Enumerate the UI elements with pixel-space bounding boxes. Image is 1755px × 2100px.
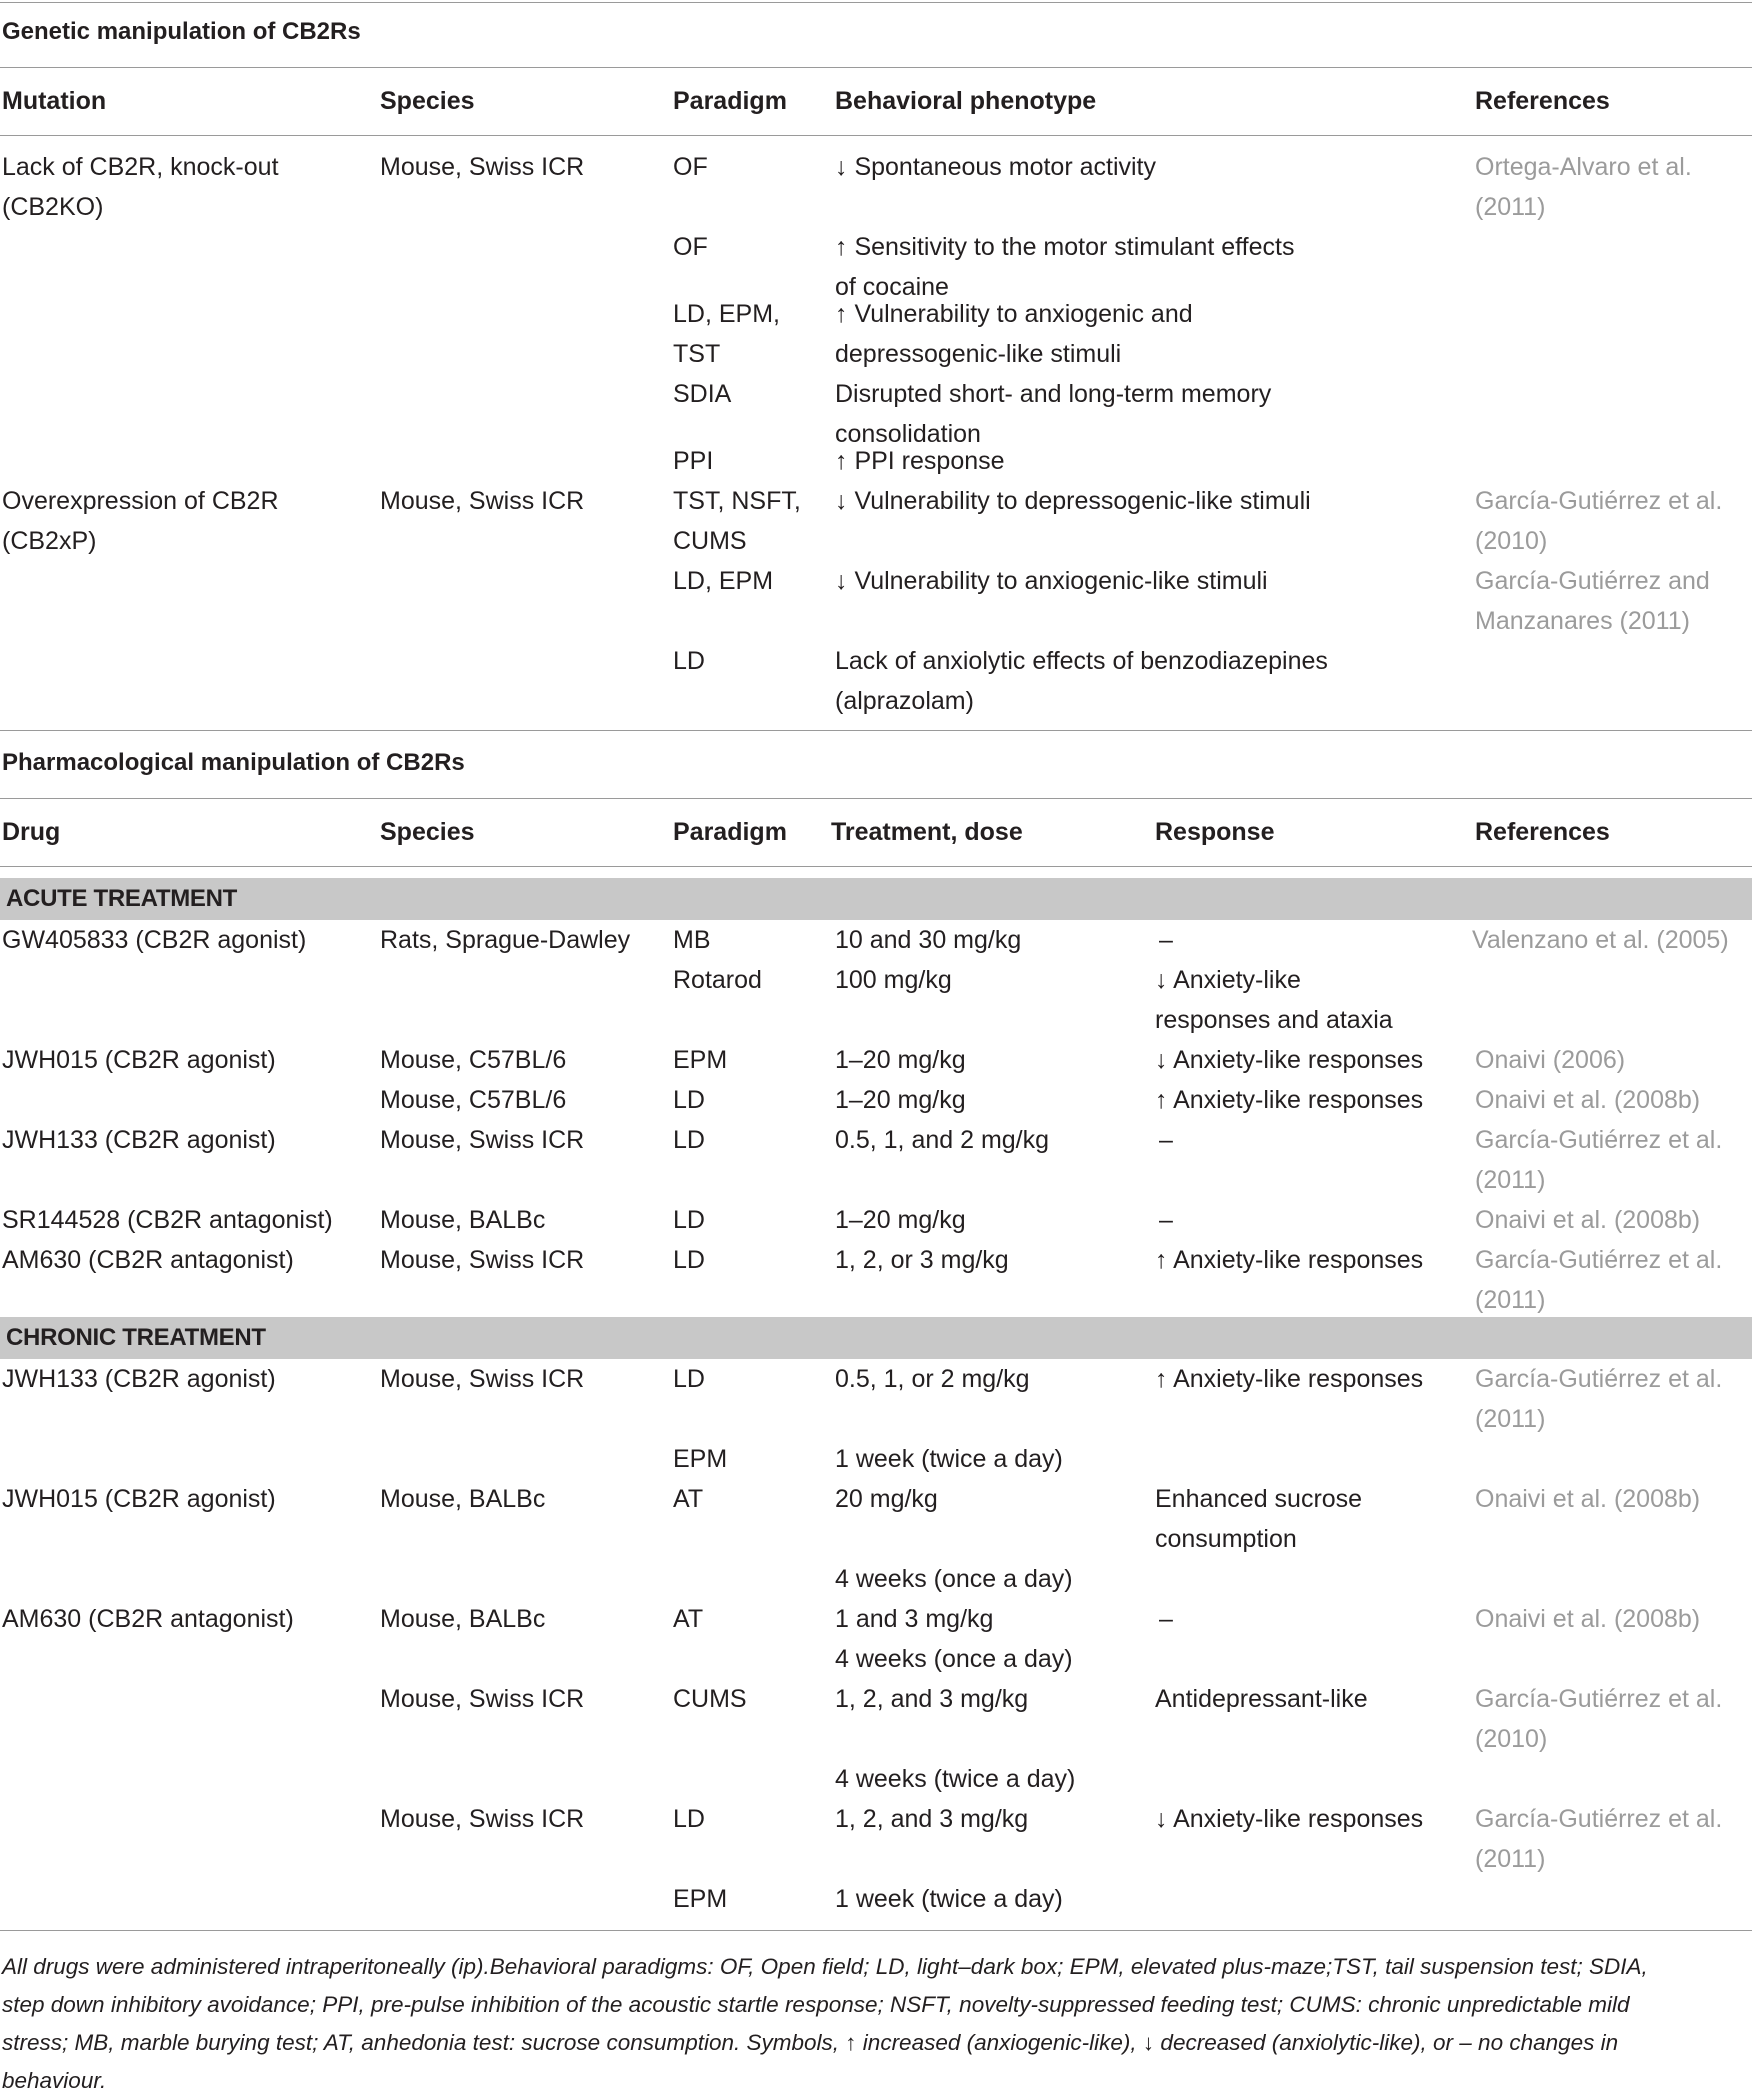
phenotype-cell: Lack of anxiolytic effects of benzodiazepines: [835, 647, 1328, 675]
drug-cell: JWH015 (CB2R agonist): [2, 1046, 276, 1074]
table-bottom-rule: [0, 1930, 1752, 1931]
reference-cell: Onaivi et al. (2008b): [1475, 1206, 1701, 1234]
species-cell: Mouse, Swiss ICR: [380, 1805, 585, 1833]
species-cell: Mouse, Swiss ICR: [380, 1365, 585, 1393]
pharma-header-species: Species: [380, 818, 475, 846]
paradigm-cell: SDIA: [673, 380, 732, 408]
genetic-header-paradigm: Paradigm: [673, 87, 787, 115]
response-cell: –: [1159, 1126, 1173, 1154]
paradigm-cell: AT: [673, 1485, 704, 1513]
treatment-dose-cell: 4 weeks (once a day): [835, 1645, 1073, 1673]
reference-cell: García-Gutiérrez and: [1475, 567, 1710, 595]
paradigm-cell: TST, NSFT,: [673, 487, 801, 515]
drug-cell: JWH133 (CB2R agonist): [2, 1126, 276, 1154]
response-cell: ↑ Anxiety-like responses: [1155, 1086, 1424, 1114]
acute-treatment-label: ACUTE TREATMENT: [6, 885, 238, 912]
reference-cell: García-Gutiérrez et al.: [1475, 1126, 1723, 1154]
reference-cell: (2011): [1475, 193, 1546, 221]
response-cell: –: [1159, 1206, 1173, 1234]
species-cell: Mouse, C57BL/6: [380, 1086, 567, 1114]
treatment-dose-cell: 1–20 mg/kg: [835, 1206, 966, 1234]
paradigm-cell: LD, EPM: [673, 567, 774, 595]
species-cell: Mouse, BALBc: [380, 1605, 546, 1633]
response-cell: Enhanced sucrose: [1155, 1485, 1363, 1513]
table-footnote: [2, 1948, 1750, 2100]
acute-treatment-band: [0, 878, 1752, 920]
genetic-header-rule: [0, 135, 1752, 136]
pharma-header-response: Response: [1155, 818, 1275, 846]
paradigm-cell: LD: [673, 1086, 705, 1114]
phenotype-cell: ↑ Sensitivity to the motor stimulant effects: [835, 233, 1295, 261]
paradigm-cell: LD: [673, 1365, 705, 1393]
paradigm-cell: EPM: [673, 1445, 728, 1473]
treatment-dose-cell: 1–20 mg/kg: [835, 1046, 966, 1074]
pharma-header-paradigm: Paradigm: [673, 818, 787, 846]
response-cell: ↓ Anxiety-like: [1155, 966, 1301, 994]
chronic-treatment-label: CHRONIC TREATMENT: [6, 1324, 266, 1351]
species-cell: Mouse, Swiss ICR: [380, 1126, 585, 1154]
reference-cell: Onaivi et al. (2008b): [1475, 1485, 1701, 1513]
drug-cell: AM630 (CB2R antagonist): [2, 1605, 294, 1633]
paradigm-cell: LD: [673, 1206, 705, 1234]
treatment-dose-cell: 10 and 30 mg/kg: [835, 926, 1022, 954]
treatment-dose-cell: 4 weeks (once a day): [835, 1565, 1073, 1593]
mutation-cell: (CB2xP): [2, 527, 97, 555]
phenotype-cell: ↓ Spontaneous motor activity: [835, 153, 1156, 181]
reference-cell: (2010): [1475, 1725, 1548, 1753]
phenotype-cell: ↑ PPI response: [835, 447, 1005, 475]
reference-cell: (2011): [1475, 1166, 1546, 1194]
pharma-header-references: References: [1475, 818, 1610, 846]
phenotype-cell: Disrupted short- and long-term memory: [835, 380, 1272, 408]
drug-cell: AM630 (CB2R antagonist): [2, 1246, 294, 1274]
reference-cell: Manzanares (2011): [1475, 607, 1690, 635]
reference-cell: García-Gutiérrez et al.: [1475, 487, 1723, 515]
treatment-dose-cell: 0.5, 1, and 2 mg/kg: [835, 1126, 1050, 1154]
phenotype-cell: ↑ Vulnerability to anxiogenic and: [835, 300, 1193, 328]
footnote-line: behaviour.: [2, 2068, 107, 2093]
genetic-header-mutation: Mutation: [2, 87, 107, 115]
treatment-dose-cell: 1 week (twice a day): [835, 1885, 1063, 1913]
paradigm-cell: CUMS: [673, 527, 747, 555]
mutation-cell: Overexpression of CB2R: [2, 487, 279, 515]
drug-cell: SR144528 (CB2R antagonist): [2, 1206, 333, 1234]
treatment-dose-cell: 100 mg/kg: [835, 966, 952, 994]
species-cell: Mouse, C57BL/6: [380, 1046, 567, 1074]
reference-cell: Onaivi et al. (2008b): [1475, 1605, 1701, 1633]
response-cell: Antidepressant-like: [1155, 1685, 1368, 1713]
treatment-dose-cell: 20 mg/kg: [835, 1485, 938, 1513]
footnote-line: stress; MB, marble burying test; AT, anhedonia test: sucrose consumption. Symbols, ↑ increased (anxiogenic-like), ↓ decreased (anxiolytic-like), or – no changes in: [2, 2030, 1619, 2055]
reference-cell: (2011): [1475, 1845, 1546, 1873]
reference-cell: (2011): [1475, 1286, 1546, 1314]
drug-cell: JWH015 (CB2R agonist): [2, 1485, 276, 1513]
species-cell: Mouse, Swiss ICR: [380, 1246, 585, 1274]
footnote-line: step down inhibitory avoidance; PPI, pre-pulse inhibition of the acoustic startle response; NSFT, novelty-suppressed feeding test; CUMS: chronic unpredictable mild: [2, 1992, 1630, 2017]
phenotype-cell: ↓ Vulnerability to anxiogenic-like stimuli: [835, 567, 1268, 595]
mutation-cell: Lack of CB2R, knock-out: [2, 153, 279, 181]
genetic-header-species: Species: [380, 87, 475, 115]
phenotype-cell: of cocaine: [835, 273, 949, 301]
reference-cell: (2011): [1475, 1405, 1546, 1433]
mutation-cell: (CB2KO): [2, 193, 104, 221]
paradigm-cell: LD: [673, 1246, 705, 1274]
species-cell: Mouse, BALBc: [380, 1485, 546, 1513]
species-cell: Mouse, Swiss ICR: [380, 153, 585, 181]
reference-cell: García-Gutiérrez et al.: [1475, 1246, 1723, 1274]
reference-cell: Ortega-Alvaro et al.: [1475, 153, 1692, 181]
reference-cell: García-Gutiérrez et al.: [1475, 1805, 1723, 1833]
chronic-treatment-band: [0, 1317, 1752, 1359]
reference-cell: García-Gutiérrez et al.: [1475, 1685, 1723, 1713]
paradigm-cell: EPM: [673, 1046, 728, 1074]
paradigm-cell: LD: [673, 647, 705, 675]
drug-cell: GW405833 (CB2R agonist): [2, 926, 307, 954]
species-cell: Mouse, Swiss ICR: [380, 1685, 585, 1713]
phenotype-cell: depressogenic-like stimuli: [835, 340, 1122, 368]
paradigm-cell: CUMS: [673, 1685, 747, 1713]
treatment-dose-cell: 1 week (twice a day): [835, 1445, 1063, 1473]
species-cell: Mouse, BALBc: [380, 1206, 546, 1234]
response-cell: consumption: [1155, 1525, 1297, 1553]
genetic-header-references: References: [1475, 87, 1610, 115]
footnote-line: All drugs were administered intraperitoneally (ip).Behavioral paradigms: OF, Open field; LD, light–dark box; EPM, elevated plus-maze;TST, tail suspension test; SDIA,: [2, 1954, 1648, 1979]
genetic-bottom-rule: [0, 730, 1752, 731]
treatment-dose-cell: 1, 2, and 3 mg/kg: [835, 1805, 1029, 1833]
reference-cell: García-Gutiérrez et al.: [1475, 1365, 1723, 1393]
paradigm-cell: LD: [673, 1805, 705, 1833]
genetic-header-phenotype: Behavioral phenotype: [835, 87, 1097, 115]
paradigm-cell: OF: [673, 153, 708, 181]
pharma-header-drug: Drug: [2, 818, 61, 846]
drug-cell: JWH133 (CB2R agonist): [2, 1365, 276, 1393]
top-rule: [0, 2, 1752, 3]
pharma-section-title: Pharmacological manipulation of CB2Rs: [2, 749, 465, 776]
paradigm-cell: PPI: [673, 447, 714, 475]
response-cell: ↑ Anxiety-like responses: [1155, 1246, 1424, 1274]
genetic-section-title: Genetic manipulation of CB2Rs: [2, 18, 361, 45]
paradigm-cell: MB: [673, 926, 711, 954]
species-cell: Rats, Sprague-Dawley: [380, 926, 631, 954]
response-cell: ↓ Anxiety-like responses: [1155, 1046, 1424, 1074]
treatment-dose-cell: 1–20 mg/kg: [835, 1086, 966, 1114]
response-cell: –: [1159, 926, 1173, 954]
treatment-dose-cell: 1 and 3 mg/kg: [835, 1605, 994, 1633]
paradigm-cell: AT: [673, 1605, 704, 1633]
response-cell: ↓ Anxiety-like responses: [1155, 1805, 1424, 1833]
reference-cell: Onaivi et al. (2008b): [1475, 1086, 1701, 1114]
treatment-dose-cell: 1, 2, or 3 mg/kg: [835, 1246, 1009, 1274]
treatment-dose-cell: 4 weeks (twice a day): [835, 1765, 1076, 1793]
treatment-dose-cell: 0.5, 1, or 2 mg/kg: [835, 1365, 1030, 1393]
phenotype-cell: ↓ Vulnerability to depressogenic-like stimuli: [835, 487, 1311, 515]
paradigm-cell: OF: [673, 233, 708, 261]
paradigm-cell: LD, EPM,: [673, 300, 780, 328]
species-cell: Mouse, Swiss ICR: [380, 487, 585, 515]
pharma-title-rule: [0, 798, 1752, 799]
genetic-title-rule: [0, 67, 1752, 68]
pharma-header-treatment-dose: Treatment, dose: [831, 818, 1023, 846]
reference-cell: Valenzano et al. (2005): [1472, 926, 1729, 954]
response-cell: –: [1159, 1605, 1173, 1633]
response-cell: ↑ Anxiety-like responses: [1155, 1365, 1424, 1393]
response-cell: responses and ataxia: [1155, 1006, 1393, 1034]
phenotype-cell: consolidation: [835, 420, 981, 448]
reference-cell: (2010): [1475, 527, 1548, 555]
treatment-dose-cell: 1, 2, and 3 mg/kg: [835, 1685, 1029, 1713]
paradigm-cell: TST: [673, 340, 721, 368]
paradigm-cell: Rotarod: [673, 966, 762, 994]
pharma-header-rule: [0, 866, 1752, 867]
phenotype-cell: (alprazolam): [835, 687, 974, 715]
paradigm-cell: EPM: [673, 1885, 728, 1913]
paradigm-cell: LD: [673, 1126, 705, 1154]
reference-cell: Onaivi (2006): [1475, 1046, 1626, 1074]
